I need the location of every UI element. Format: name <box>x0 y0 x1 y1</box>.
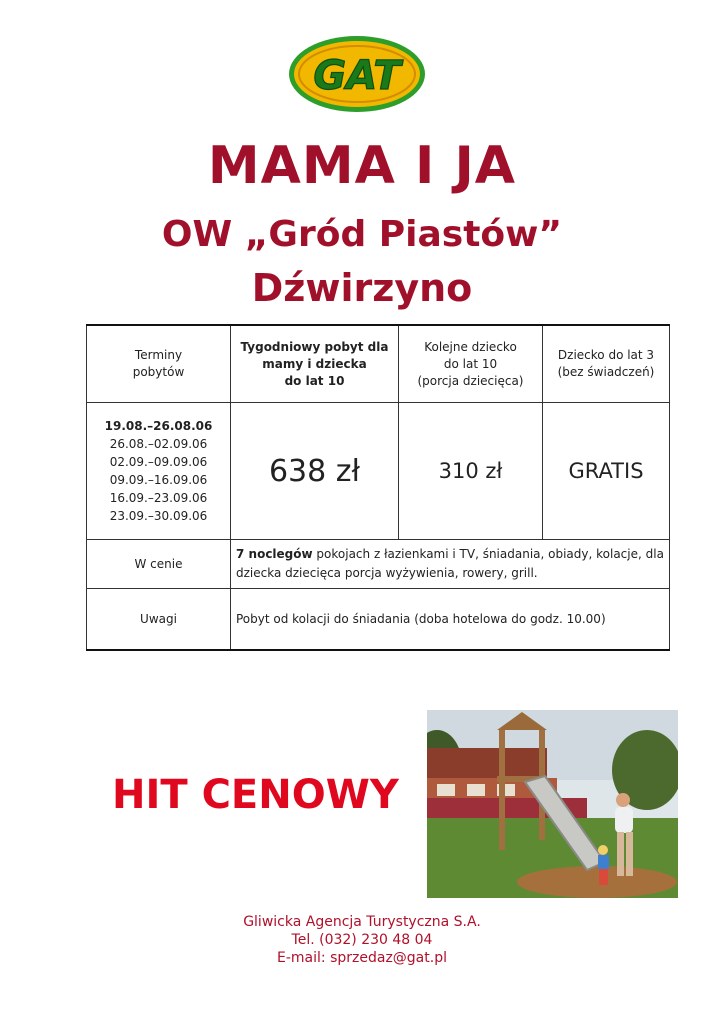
included-bold: 7 noclegów <box>236 547 313 561</box>
header-line: do lat 10 <box>443 356 498 371</box>
header-line: pobytów <box>132 365 185 379</box>
price-main: 638 zł <box>231 403 399 540</box>
header-line: (bez świadczeń) <box>557 365 655 379</box>
page-title: MAMA I JA <box>207 136 517 196</box>
header-terms <box>87 325 231 403</box>
table-header-row <box>87 325 670 403</box>
header-next-child <box>399 325 543 403</box>
header-line: Tygodniowy pobyt dla <box>240 339 389 354</box>
header-line: (porcja dziecięca) <box>417 373 524 388</box>
date-range: 26.08.–02.09.06 <box>109 437 208 451</box>
logo-text: GAT <box>313 53 401 99</box>
price-infant: GRATIS <box>543 403 670 540</box>
date-range: 09.09.–16.09.06 <box>109 473 208 487</box>
header-line: Dziecko do lat 3 <box>557 348 655 362</box>
included-cell <box>231 540 670 589</box>
included-text: pokojach z łazienkami i TV, śniadania, obiady, kolacje, dla dziecka dziecięca porcja wyżywienia, rowery, grill. <box>236 547 664 580</box>
gat-logo <box>287 33 427 115</box>
notes-label: Uwagi <box>87 589 231 651</box>
header-line: Terminy <box>134 348 183 362</box>
included-label: W cenie <box>87 540 231 589</box>
location-name: Dźwirzyno <box>251 266 473 310</box>
header-infant <box>543 325 670 403</box>
dates-cell <box>87 403 231 540</box>
header-line: mamy i dziecka <box>262 356 367 371</box>
table-row-included <box>87 540 670 589</box>
offer-table <box>86 324 670 651</box>
footer-phone: Tel. (032) 230 48 04 <box>291 932 433 948</box>
footer-company: Gliwicka Agencja Turystyczna S.A. <box>243 914 481 930</box>
header-line: Kolejne dziecko <box>424 339 517 354</box>
playground-photo <box>427 710 678 898</box>
price-child: 310 zł <box>399 403 543 540</box>
footer-email[interactable]: E-mail: sprzedaz@gat.pl <box>277 950 447 966</box>
header-line: do lat 10 <box>284 373 345 388</box>
date-range: 02.09.–09.09.06 <box>109 455 208 469</box>
date-range: 16.09.–23.09.06 <box>109 491 208 505</box>
resort-name: OW „Gród Piastów” <box>161 214 563 255</box>
hit-cenowy-headline: HIT CENOWY <box>112 772 399 818</box>
table-row-notes <box>87 589 670 651</box>
header-weekly-stay <box>231 325 399 403</box>
table-row-prices <box>87 403 670 540</box>
notes-text: Pobyt od kolacji do śniadania (doba hotelowa do godz. 10.00) <box>231 589 670 651</box>
date-range: 19.08.–26.08.06 <box>104 419 213 433</box>
date-range: 23.09.–30.09.06 <box>109 509 208 523</box>
